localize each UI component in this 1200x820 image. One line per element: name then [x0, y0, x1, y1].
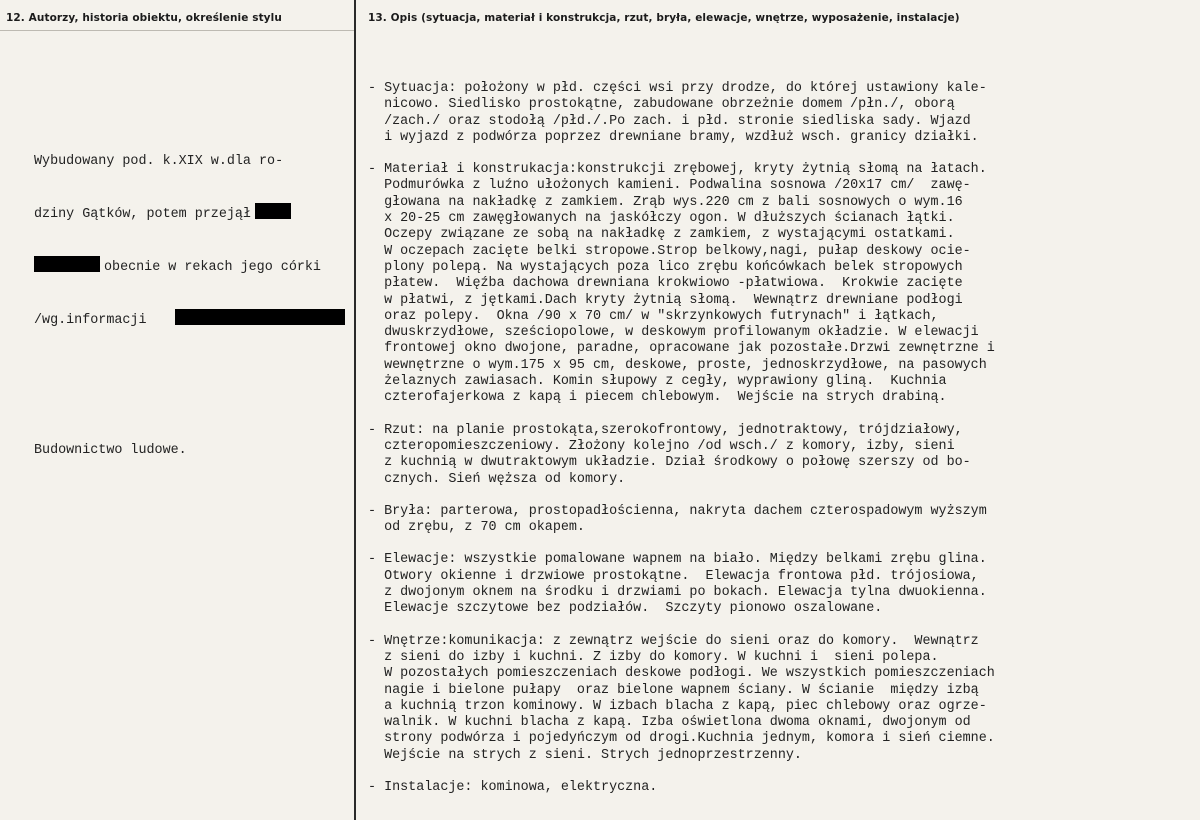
description-line: /zach./ oraz stodołą /płd./.Po zach. i płd. stronie siedliska sady. Wjazd: [368, 113, 971, 129]
description-line: - Sytuacja: położony w płd. części wsi przy drodze, do której ustawiony kale-: [368, 81, 987, 96]
description-line: oraz polepy. Okna /90 x 70 cm/ w "skrzynkowych futrynach" i łątkach,: [368, 308, 939, 324]
description-line: walnik. W kuchni blacha z kapą. Izba oświetlona dwoma oknami, dwojonym od: [368, 715, 971, 731]
style-text: Budownictwo ludowe.: [34, 442, 187, 458]
history-line-1: Wybudowany pod. k.XIX w.dla ro-: [34, 154, 284, 170]
description-line: strony podwórza i pojedyńczym od drogi.Kuchnia jednym, komora i sień ciemne.: [368, 731, 995, 747]
description-line: a kuchnią trzon kominowy. W izbach blacha z kapą, piec chlebowy oraz ogrze-: [368, 698, 987, 714]
description-line: - Rzut: na planie prostokąta,szerokofrontowy, jednotraktowy, trójdziałowy,: [368, 422, 963, 438]
description-line: x 20-25 cm zawęgłowanych na jaskółczy ogon. W dłuższych ścianach łątki.: [368, 211, 955, 227]
description-line: Otwory okienne i drzwiowe prostokątne. Elewacja frontowa płd. trójosiowa,: [368, 568, 979, 584]
description-line: z dwojonym oknem na środku i drzwiami po bokach. Elewacja tylna dwuokienna.: [368, 585, 987, 601]
description-line: Elewacje szczytowe bez podziałów. Szczyty pionowo oszalowane.: [368, 601, 883, 617]
redaction-bar: [255, 203, 291, 219]
history-line-2: dziny Gątków, potem przejął: [34, 207, 251, 223]
description-line: - Bryła: parterowa, prostopadłościenna, nakryta dachem czterospadowym wyższym: [368, 503, 987, 519]
description-line: z sieni do izby i kuchni. Z izby do komory. W kuchni i sieni polepa.: [368, 649, 939, 665]
description-section: [368, 634, 1188, 764]
description-line: W oczepach zacięte belki stropowe.Strop belkowy,nagi, pułap deskowy ocie-: [368, 243, 971, 259]
description-line: z kuchnią w dwutraktowym układzie. Dział środkowy o połowę szerszy od bo-: [368, 455, 971, 471]
description-section: [368, 81, 1188, 146]
description-line: - Elewacje: wszystkie pomalowane wapnem na biało. Między belkami zrębu glina.: [368, 552, 987, 568]
description-line: i wyjazd z podwórza poprzez drewniane bramy, wzdłuż wsch. granicy działki.: [368, 129, 979, 145]
description-line: Wejście na strych z sieni. Strych jednoprzestrzenny.: [368, 747, 802, 763]
redaction-bar: [34, 256, 100, 272]
description-line: - Instalacje: kominowa, elektryczna.: [368, 779, 658, 795]
description-column: [368, 81, 1188, 812]
description-line: frontowej okno dwojone, paradne, opracowane jak pozostałe.Drzwi zewnętrzne i: [368, 341, 995, 357]
description-line: w płatwi, z jętkami.Dach kryty żytnią słomą. Wewnątrz drewniane podłogi: [368, 292, 963, 308]
header-rule: [0, 30, 355, 31]
description-line: Podmurówka z luźno ułożonych kamieni. Podwalina sosnowa /20x17 cm/ zawę-: [368, 178, 971, 194]
description-line: nicowo. Siedlisko prostokątne, zabudowane obrzeżnie domem /płn./, oborą: [368, 97, 955, 113]
section-12-header: 12. Autorzy, historia obiektu, określenie stylu: [6, 12, 282, 24]
description-section: [368, 552, 1188, 617]
description-line: plony polepą. Na wystających poza lico zrębu końcówkach belek stropowych: [368, 259, 963, 275]
redaction-bar: [175, 309, 345, 325]
description-line: - Wnętrze:komunikacja: z zewnątrz wejście do sieni oraz do komory. Wewnątrz: [368, 633, 979, 649]
description-line: żelaznych zawiasach. Komin słupowy z cegły, wyprawiony gliną. Kuchnia: [368, 374, 947, 390]
description-section: [368, 504, 1188, 537]
description-line: wewnętrzne o wym.175 x 95 cm, deskowe, proste, jednoskrzydłowe, na pasowych: [368, 357, 987, 373]
description-line: dwuskrzydłowe, sześciopolowe, w deskowym profilowanym okładzie. W elewacji: [368, 325, 979, 341]
description-line: czteropomieszczeniowy. Złożony kolejno /od wsch./ z komory, izby, sieni: [368, 438, 955, 454]
column-divider: [354, 0, 356, 820]
description-line: W pozostałych pomieszczeniach deskowe podłogi. We wszystkich pomieszczeniach: [368, 666, 995, 682]
description-section: [368, 423, 1188, 488]
description-line: od zrębu, z 70 cm okapem.: [368, 520, 585, 536]
description-line: nagie i bielone pułapy oraz bielone wapnem ściany. W ścianie między izbą: [368, 682, 979, 698]
description-line: głowana na nakładkę z zamkiem. Zrąb wys.220 cm z bali sosnowych o wym.16: [368, 194, 963, 210]
history-line-4: /wg.informacji: [34, 312, 147, 328]
description-line: Oczepy związane ze sobą na nakładkę z zamkiem, z wystającymi ostatkami.: [368, 227, 955, 243]
history-column: [34, 89, 352, 524]
history-paragraph: [34, 122, 352, 362]
description-line: - Materiał i konstrukacja:konstrukcji zrębowej, kryty żytnią słomą na łatach.: [368, 162, 987, 178]
section-13-header: 13. Opis (sytuacja, materiał i konstrukcja, rzut, bryła, elewacje, wnętrze, wyposażenie, instalacje): [368, 12, 960, 24]
description-line: cznych. Sień węższa od komory.: [368, 471, 626, 487]
description-line: płatew. Więźba dachowa drewniana krokwiowo -płatwiowa. Krokwie zacięte: [368, 276, 963, 292]
description-section: [368, 780, 1188, 796]
style-paragraph: [34, 410, 352, 491]
description-section: [368, 162, 1188, 406]
description-line: czterofajerkowa z kapą i piecem chlebowym. Wejście na strych drabiną.: [368, 390, 947, 406]
history-line-3: obecnie w rekach jego córki: [104, 259, 321, 275]
